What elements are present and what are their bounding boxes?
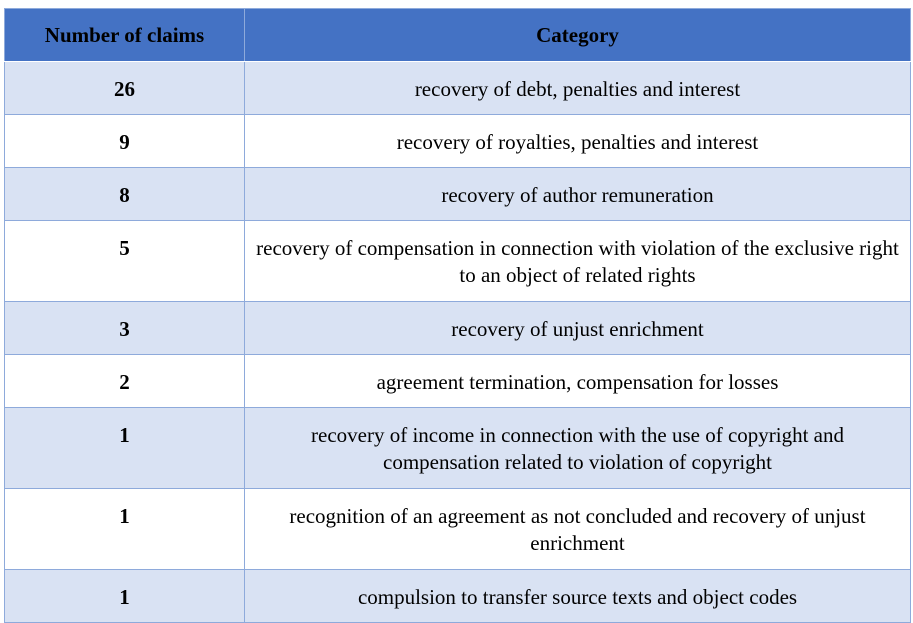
table-row [5,62,911,115]
table-header-row [5,9,911,62]
claims-count-cell: 26 [5,62,245,115]
table-row [5,221,911,302]
claims-table-container [4,8,910,623]
category-cell: recovery of compensation in connection with violation of the exclusive right to an object of related rights [245,221,911,302]
claims-count-cell: 1 [5,570,245,623]
claims-count-cell: 9 [5,115,245,168]
table-row [5,570,911,623]
claims-count-cell: 1 [5,489,245,570]
category-cell: recognition of an agreement as not concluded and recovery of unjust enrichment [245,489,911,570]
header-category: Category [245,9,911,62]
category-cell: recovery of royalties, penalties and interest [245,115,911,168]
category-cell: compulsion to transfer source texts and object codes [245,570,911,623]
category-cell: recovery of unjust enrichment [245,302,911,355]
table-row [5,489,911,570]
table-row [5,115,911,168]
header-number-of-claims: Number of claims [5,9,245,62]
claims-table [4,8,911,623]
claims-count-cell: 2 [5,355,245,408]
claims-count-cell: 5 [5,221,245,302]
claims-count-cell: 3 [5,302,245,355]
table-row [5,168,911,221]
category-cell: recovery of debt, penalties and interest [245,62,911,115]
table-row [5,355,911,408]
table-row [5,302,911,355]
table-row [5,408,911,489]
category-cell: agreement termination, compensation for losses [245,355,911,408]
claims-count-cell: 8 [5,168,245,221]
category-cell: recovery of author remuneration [245,168,911,221]
category-cell: recovery of income in connection with the use of copyright and compensation related to violation of copyright [245,408,911,489]
claims-count-cell: 1 [5,408,245,489]
